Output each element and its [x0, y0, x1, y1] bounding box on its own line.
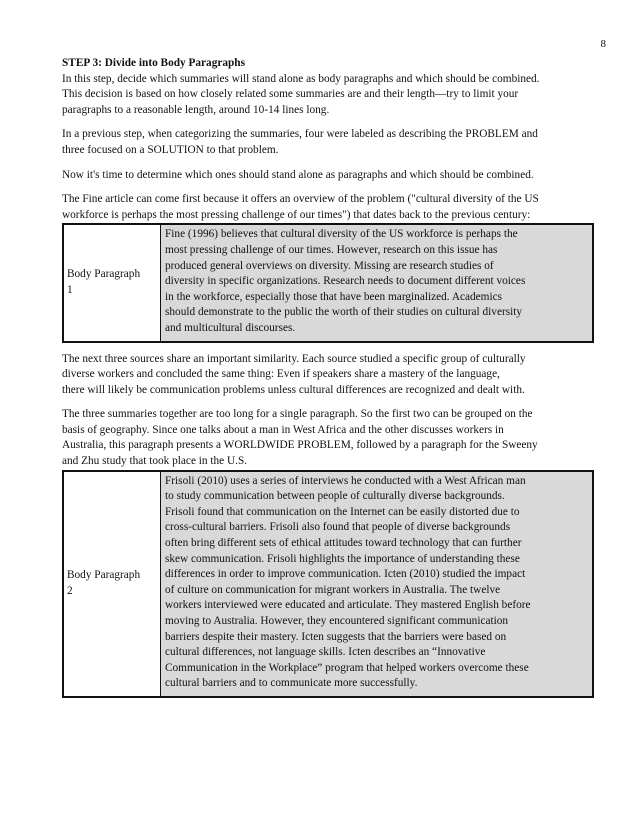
page-content [62, 56, 594, 698]
text-line: This decision is based on how closely related some summaries are and their length—try to limit your [62, 88, 519, 101]
text-line: there will likely be communication problems unless cultural differences are recognized and dealt with. [62, 383, 525, 396]
page-number: 8 [600, 38, 606, 50]
previous-step-paragraph [62, 127, 594, 158]
text-line: cross-cultural barriers. Frisoli also found that people of diverse backgrounds [165, 521, 511, 534]
text-line: Australia, this paragraph presents a WORLDWIDE PROBLEM, followed by a paragraph for the Sweeny [62, 439, 538, 452]
text-line: Frisoli found that communication on the Internet can be easily distorted due to [165, 505, 520, 518]
text-line: often bring different sets of ethical attitudes toward technology that can further [165, 537, 522, 550]
three-summaries-paragraph [62, 407, 594, 469]
now-paragraph [62, 168, 594, 184]
intro-paragraph [62, 72, 594, 119]
text-line: to study communication between people of culturally diverse backgrounds. [165, 490, 505, 503]
body-paragraph-2-text [161, 471, 594, 697]
text-line: In this step, decide which summaries will stand alone as body paragraphs and which should be combined. [62, 72, 540, 85]
text-line: differences in order to improve communication. Icten (2010) studied the impact [165, 568, 526, 581]
text-line: moving to Australia. However, they encountered significant communication [165, 615, 509, 627]
text-line: cultural barriers and to communicate more successfully. [165, 677, 418, 690]
text-line: and multicultural discourses. [165, 321, 296, 334]
text-line: of culture on communication for migrant workers in Australia. The twelve [165, 583, 501, 596]
text-line: In a previous step, when categorizing the summaries, four were labeled as describing the PROBLEM and [62, 128, 538, 141]
next-three-paragraph [62, 352, 594, 399]
text-line: produced general overviews on diversity. Missing are research studies of [165, 259, 494, 272]
text-line: paragraphs to a reasonable length, around 10-14 lines long. [62, 103, 330, 116]
text-line: three focused on a SOLUTION to that problem. [62, 143, 279, 156]
text-line: most pressing challenge of our times. However, research on this issue has [165, 243, 498, 256]
text-line: skew communication. Frisoli highlights the importance of understanding these [165, 552, 520, 565]
text-line: should demonstrate to the public the worth of their studies on cultural diversity [165, 306, 523, 319]
body-paragraph-2-label: Body Paragraph 2 [63, 471, 161, 697]
text-line: cultural differences, not language skills. Icten describes an “Innovative [165, 646, 486, 659]
text-line: diversity in specific organizations. Research needs to document different voices [165, 275, 526, 288]
body-paragraph-1-label: Body Paragraph 1 [63, 224, 161, 341]
text-line: barriers despite their mastery. Icten suggests that the barriers were based on [165, 630, 507, 643]
text-line: Communication in the Workplace” program that helped workers overcome these [165, 661, 529, 674]
body-paragraph-1-table [62, 223, 594, 342]
fine-paragraph [62, 192, 594, 223]
text-line: in the workforce, especially those that have been marginalized. Academics [165, 290, 502, 303]
text-line: diverse workers and concluded the same thing: Even if speakers share a mastery of the language, [62, 368, 500, 381]
text-line: The next three sources share an important similarity. Each source studied a specific group of culturally [62, 352, 526, 365]
step-heading: STEP 3: Divide into Body Paragraphs [62, 57, 245, 69]
text-line: Fine (1996) believes that cultural diversity of the US workforce is perhaps the [165, 228, 518, 241]
text-line: and Zhu study that took place in the U.S. [62, 455, 248, 468]
text-line: The Fine article can come first because it offers an overview of the problem ("cultural diversity of the US [62, 193, 539, 206]
text-line: Frisoli (2010) uses a series of interviews he conducted with a West African man [165, 474, 526, 487]
text-line: basis of geography. Since one talks about a man in West Africa and the other discusses workers in [62, 423, 504, 436]
text-line: workers interviewed were educated and articulate. They mastered English before [165, 599, 531, 612]
text-line: workforce is perhaps the most pressing challenge of our times") that dates back to the previous century: [62, 208, 531, 221]
text-line: The three summaries together are too long for a single paragraph. So the first two can be grouped on the [62, 408, 533, 421]
body-paragraph-2-table [62, 470, 594, 698]
body-paragraph-1-text [161, 224, 594, 341]
text-line: Now it's time to determine which ones should stand alone as paragraphs and which should be combined. [62, 168, 534, 181]
